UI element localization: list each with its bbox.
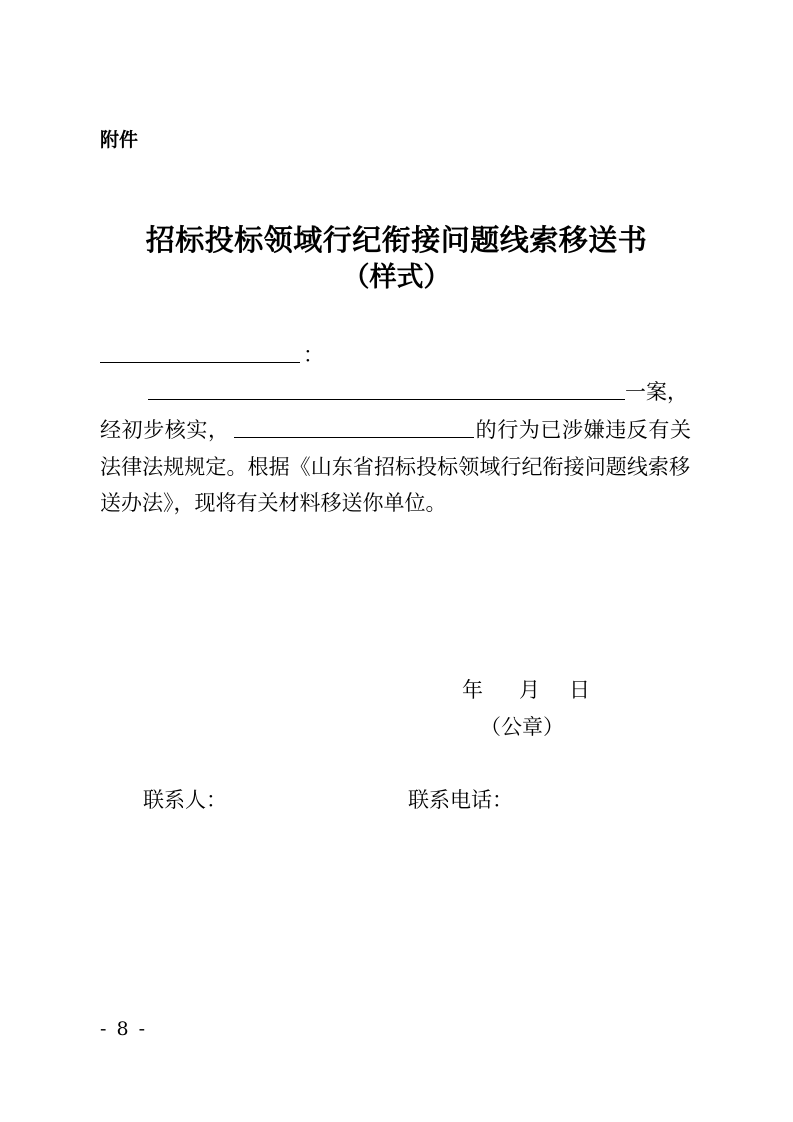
date-day-label: 日: [569, 678, 590, 702]
date-month-label: 月: [519, 678, 540, 702]
document-title: 招标投标领域行纪衔接问题线索移送书: [145, 223, 648, 257]
addressee-colon: ：: [303, 343, 324, 367]
document-subtitle: （样式）: [342, 262, 451, 293]
page-number: - 8 -: [100, 1018, 146, 1040]
case-line-suffix: 一案，: [625, 380, 688, 404]
body-text-line-4: 法律法规规定。根据《山东省招标投标领域行纪衔接问题线索移: [100, 455, 690, 479]
verification-suffix: 的行为已涉嫌违反有关: [475, 418, 692, 442]
subject-blank: [234, 417, 474, 438]
attachment-label: 附件: [100, 129, 139, 151]
official-seal-label: （公章）: [480, 715, 564, 739]
case-name-blank: [148, 379, 625, 400]
body-text-line-5: 送办法》，现将有关材料移送你单位。: [100, 491, 447, 515]
addressee-line: [100, 342, 324, 368]
case-line: [148, 379, 688, 405]
verification-prefix: 经初步核实，: [100, 418, 230, 442]
date-year-label: 年: [462, 678, 483, 702]
contact-person-label: 联系人：: [143, 788, 227, 812]
verification-line: [100, 417, 692, 443]
addressee-blank: [100, 342, 300, 363]
contact-phone-label: 联系电话：: [408, 788, 513, 812]
